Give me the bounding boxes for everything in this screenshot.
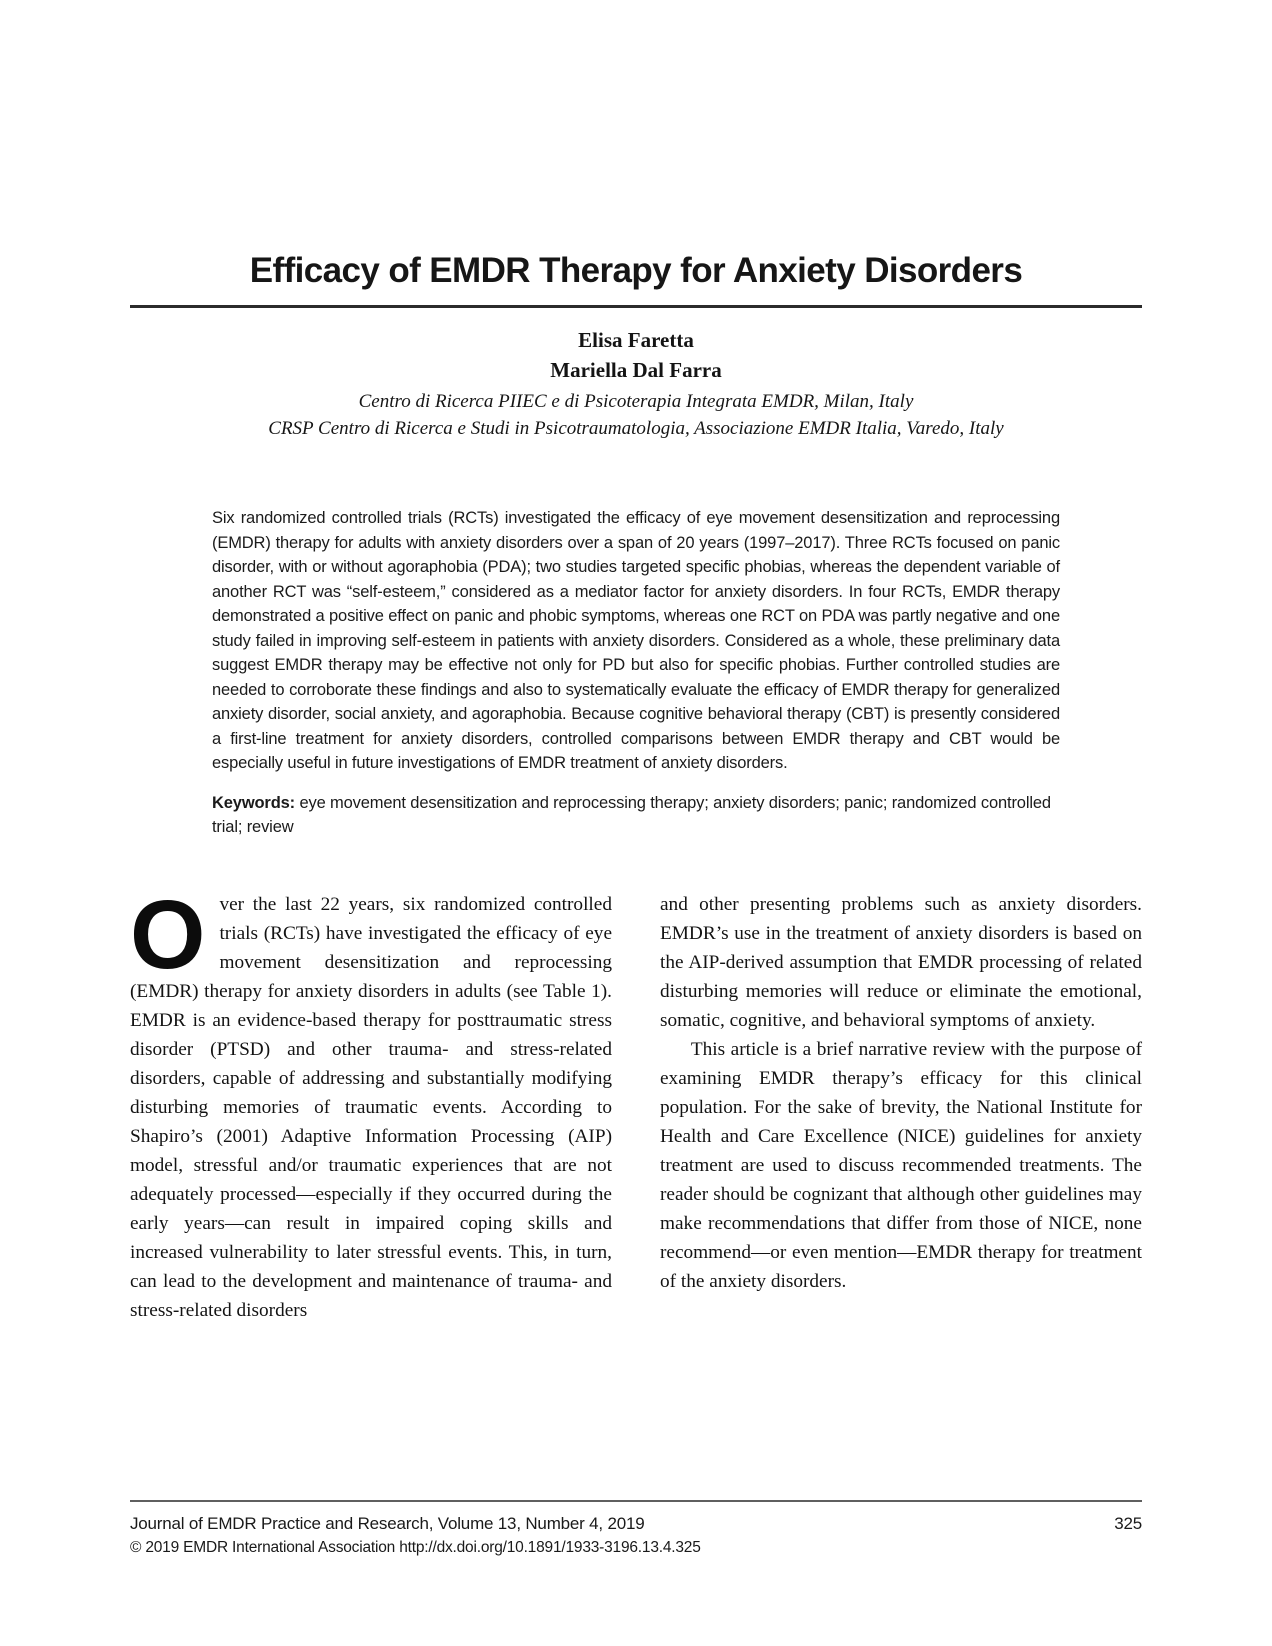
page-content	[130, 0, 1142, 1325]
dropcap-letter: O	[130, 879, 206, 989]
author-list	[130, 325, 1142, 385]
footer-divider	[130, 1500, 1142, 1502]
abstract-block	[212, 506, 1060, 840]
footer-copyright: © 2019 EMDR International Association http://dx.doi.org/10.1891/1933-3196.13.4.325	[130, 1539, 701, 1556]
body-column-right	[660, 890, 1142, 1325]
body-paragraph: and other presenting problems such as anxiety disorders. EMDR’s use in the treatment of anxiety disorders is based on the AIP-derived assumption that EMDR processing of related disturbing memories will reduce or eliminate the emotional, somatic, cognitive, and behavioral symptoms of anxiety.	[660, 893, 1142, 1031]
affiliation-line: Centro di Ricerca PIIEC e di Psicoterapia Integrata EMDR, Milan, Italy	[358, 391, 914, 412]
author-name: Mariella Dal Farra	[550, 358, 722, 382]
body-paragraph: This article is a brief narrative review with the purpose of examining EMDR therapy’s efficacy for this clinical population. For the sake of brevity, the National Institute for Health and Care Excellence (NICE) guidelines for anxiety treatment are used to discuss recommended treatments. The reader should be cognizant that although other guidelines may make recommendations that differ from those of NICE, none recommend—or even mention—EMDR therapy for treatment of the anxiety disorders.	[660, 1038, 1142, 1292]
keywords-label: Keywords:	[212, 793, 296, 812]
abstract-text: Six randomized controlled trials (RCTs) investigated the efficacy of eye movement desensitization and reprocessing (EMDR) therapy for adults with anxiety disorders over a span of 20 years (1997–2017). Three RCTs focused on panic disorder, with or without agoraphobia (PDA); two studies targeted specific phobias, whereas the dependent variable of another RCT was “self-esteem,” considered as a mediator factor for anxiety disorders. In four RCTs, EMDR therapy demonstrated a positive effect on panic and phobic symptoms, whereas one RCT on PDA was partly negative and one study failed in improving self-esteem in patients with anxiety disorders. Considered as a whole, these preliminary data suggest EMDR therapy may be effective not only for PD but also for specific phobias. Further controlled studies are needed to corroborate these findings and also to systematically evaluate the efficacy of EMDR therapy for generalized anxiety disorder, social anxiety, and agoraphobia. Because cognitive behavioral therapy (CBT) is presently considered a first-line treatment for anxiety disorders, controlled comparisons between EMDR therapy and CBT would be especially useful in future investigations of EMDR treatment of anxiety disorders.	[212, 509, 1060, 772]
keywords-text: eye movement desensitization and reprocessing therapy; anxiety disorders; panic; randomized controlled trial; review	[212, 793, 1051, 836]
body-column-left	[130, 879, 612, 1325]
title-divider	[130, 305, 1142, 308]
footer-journal-info: Journal of EMDR Practice and Research, Volume 13, Number 4, 2019	[130, 1514, 645, 1533]
author-name: Elisa Faretta	[578, 328, 694, 352]
footer-journal-row	[130, 1511, 1142, 1536]
body-text: ver the last 22 years, six randomized controlled trials (RCTs) have investigated the efficacy of eye movement desensitization and reprocessing (EMDR) therapy for anxiety disorders in adults (see Table 1). EMDR is an evidence-based therapy for posttraumatic stress disorder (PTSD) and other trauma- and stress-related disorders, capable of addressing and substantially modifying disturbing memories of traumatic events. According to Shapiro’s (2001) Adaptive Information Processing (AIP) model, stressful and/or traumatic experiences that are not adequately processed—especially if they occurred during the early years—can result in impaired coping skills and increased vulnerability to later stressful events. This, in turn, can lead to the development and maintenance of trauma- and stress-related disorders	[130, 893, 612, 1321]
page-footer	[130, 1500, 1142, 1560]
keywords-line	[212, 791, 1060, 840]
affiliation-list	[130, 388, 1142, 442]
body-columns	[130, 879, 1142, 1325]
body-paragraph	[130, 879, 612, 1325]
affiliation-line: CRSP Centro di Ricerca e Studi in Psicotraumatologia, Associazione EMDR Italia, Varedo, Italy	[268, 418, 1004, 439]
footer-page-number: 325	[1114, 1514, 1142, 1533]
article-title: Efficacy of EMDR Therapy for Anxiety Disorders	[249, 251, 1023, 290]
